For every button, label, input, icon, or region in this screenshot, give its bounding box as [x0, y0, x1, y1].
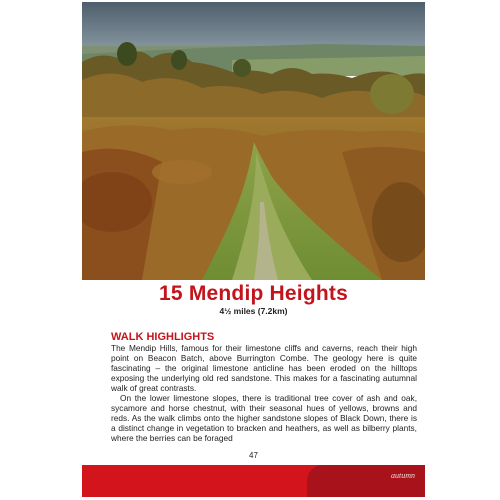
highlights-heading: WALK HIGHLIGHTS: [111, 331, 215, 343]
footer-bar: [82, 465, 425, 497]
highlights-body: [111, 343, 417, 443]
highlights-paragraph: The Mendip Hills, famous for their limestone cliffs and caverns, reach their high point on Beacon Batch, above Burrington Combe. The geology here is quite fascinating – the original limestone anticline has been eroded on the hilltops exposing the underlying old red sandstone. This makes for a fascinating autumnal walk of great contrasts.: [111, 343, 417, 394]
walk-title: 15 Mendip Heights: [159, 282, 348, 305]
highlights-paragraph: On the lower limestone slopes, there is traditional tree cover of ash and oak, sycamore and horse chestnut, with their seasonal hues of yellows, browns and reds. As the walk climbs onto the higher sandstone slopes of Black Down, there is a distinct change in vegetation to bracken and heathers, as well as bilberry plants, where the berries can be foraged: [111, 393, 417, 444]
season-tab: [307, 465, 425, 497]
page-number: 47: [249, 451, 258, 460]
season-label: autumn: [391, 471, 415, 480]
walk-distance: 4½ miles (7.2km): [219, 306, 288, 316]
landscape-photo: [82, 2, 425, 280]
